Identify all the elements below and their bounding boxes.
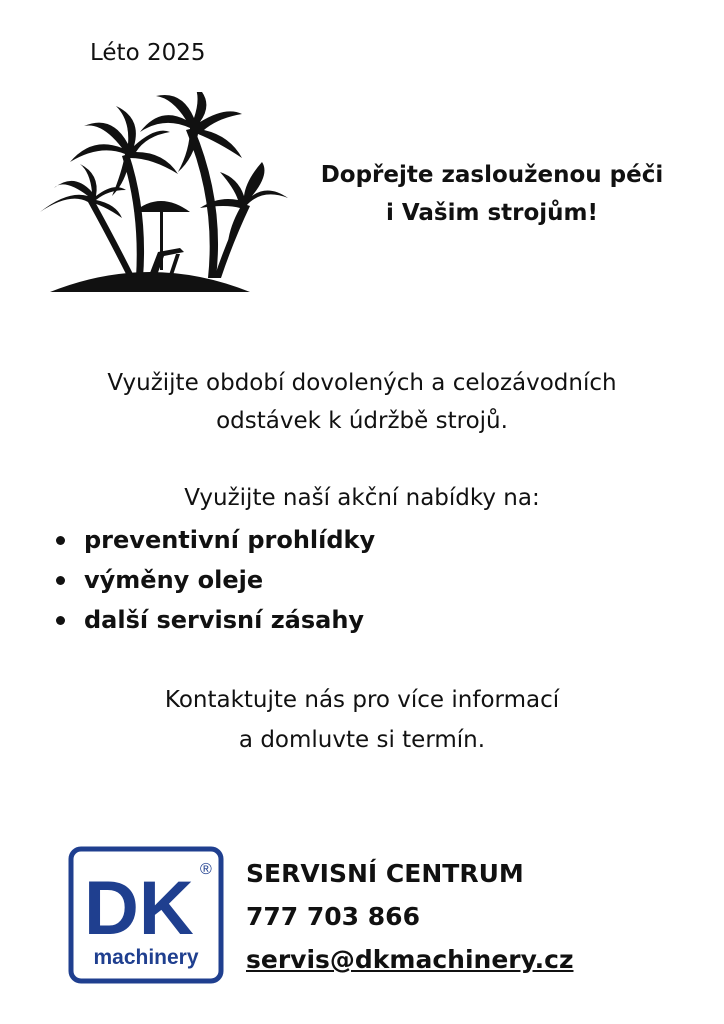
headline-line-2: i Vašim strojům! xyxy=(385,200,599,226)
contact-paragraph xyxy=(20,680,704,760)
phone-number[interactable]: 777 703 866 xyxy=(246,902,420,931)
list-item xyxy=(50,600,375,640)
footer-contact xyxy=(246,852,574,981)
list-item xyxy=(50,560,375,600)
logo-letters: DK xyxy=(84,866,194,951)
offer-intro: Využijte naší akční nabídky na: xyxy=(184,485,540,511)
list-item-text: preventivní prohlídky xyxy=(84,526,376,554)
headline xyxy=(296,156,688,232)
email-link[interactable]: servis@dkmachinery.cz xyxy=(246,945,574,974)
offer-list xyxy=(50,520,375,640)
list-item xyxy=(50,520,375,560)
season-label: Léto 2025 xyxy=(90,40,206,66)
headline-line-1: Dopřejte zaslouženou péči xyxy=(320,162,664,188)
dk-machinery-logo xyxy=(68,846,224,984)
list-item-text: další servisní zásahy xyxy=(84,606,365,634)
intro-paragraph xyxy=(20,364,704,440)
bullet-icon xyxy=(56,616,65,625)
intro-line-1: Využijte období dovolených a celozávodních xyxy=(107,370,617,396)
list-item-text: výměny oleje xyxy=(84,566,264,594)
bullet-icon xyxy=(56,576,65,585)
service-center-label: SERVISNÍ CENTRUM xyxy=(246,859,524,888)
contact-line-2: a domluvte si termín. xyxy=(238,727,486,753)
palm-island-icon xyxy=(30,92,292,297)
intro-line-2: odstávek k údržbě strojů. xyxy=(216,408,508,434)
contact-line-1: Kontaktujte nás pro více informací xyxy=(164,687,560,713)
logo-word: machinery xyxy=(93,946,199,969)
bullet-icon xyxy=(56,536,65,545)
registered-mark: ® xyxy=(200,861,212,878)
